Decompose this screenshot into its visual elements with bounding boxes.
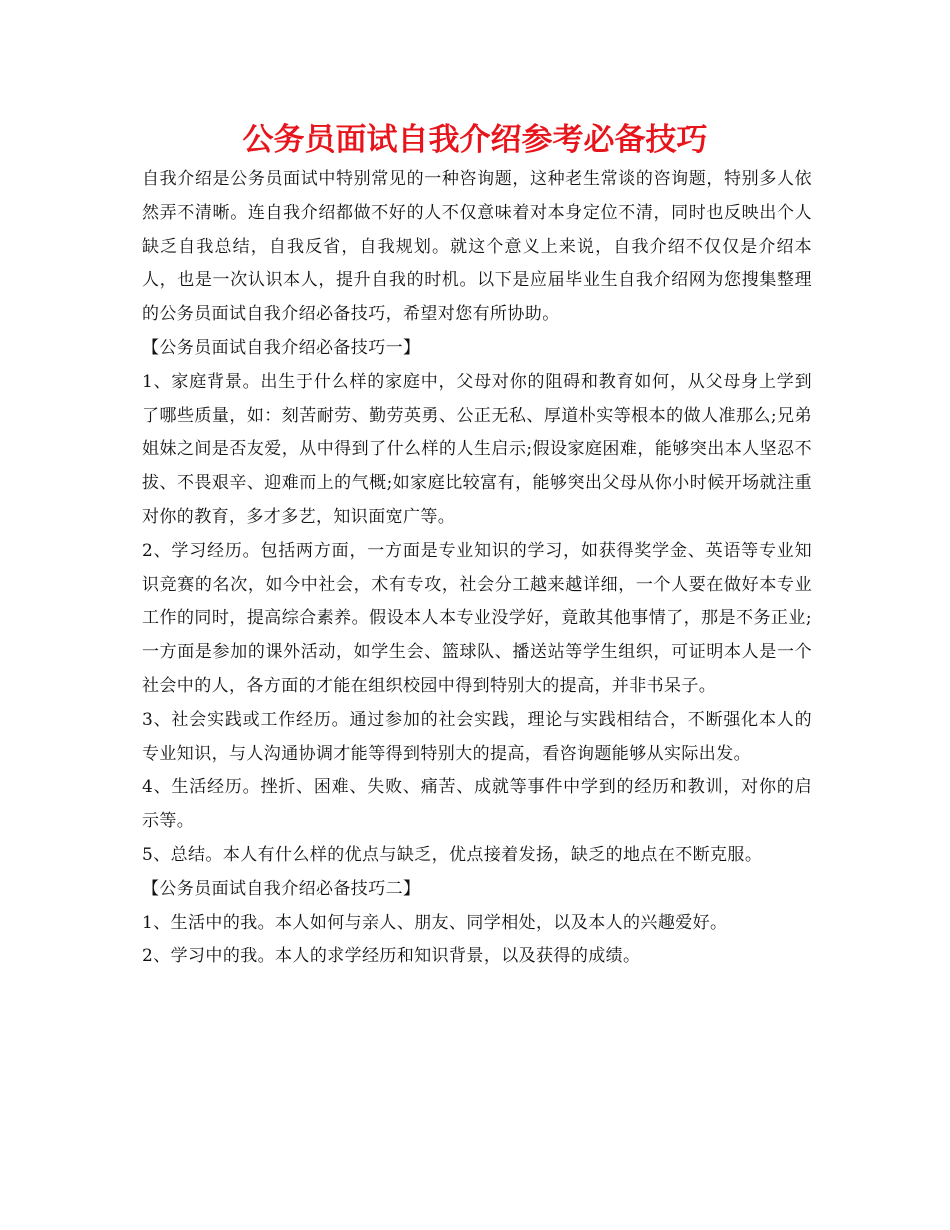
section-heading-2: 【公务员面试自我介绍必备技巧二】 bbox=[142, 878, 421, 899]
list-item-family-background: 1、家庭背景。出生于什么样的家庭中，父母对你的阻碍和教育如何，从父母身上学到了哪些质量，如：刻苦耐劳、勤劳英勇、公正无私、厚道朴实等根本的做人准那么;兄弟姐妹之间是否友爱，从中得到了什么样的人生启示;假设家庭困难，能够突出本人坚忍不拔、不畏艰辛、迎难而上的气概;如家庭比较富有，能够突出父母从你小时候开场就注重对你的教育，多才多艺，知识面宽广等。 bbox=[142, 371, 812, 527]
list-item-life-experience: 4、生活经历。挫折、困难、失败、痛苦、成就等事件中学到的经历和教训，对你的启示等。 bbox=[142, 777, 812, 832]
document-body bbox=[142, 163, 812, 974]
section-heading-1: 【公务员面试自我介绍必备技巧一】 bbox=[142, 337, 421, 358]
list-item-social-practice: 3、社会实践或工作经历。通过参加的社会实践，理论与实践相结合，不断强化本人的专业知识，与人沟通协调才能等得到特别大的提高，看咨询题能够从实际出发。 bbox=[142, 709, 812, 764]
list-item-summary: 5、总结。本人有什么样的优点与缺乏，优点接着发扬，缺乏的地点在不断克服。 bbox=[142, 844, 763, 865]
intro-paragraph: 自我介绍是公务员面试中特别常见的一种咨询题，这种老生常谈的咨询题，特别多人依然弄不清晰。连自我介绍都做不好的人不仅意味着对本身定位不清，同时也反映出个人缺乏自我总结，自我反省，自我规划。就这个意义上来说，自我介绍不仅仅是介绍本人，也是一次认识本人，提升自我的时机。以下是应届毕业生自我介绍网为您搜集整理的公务员面试自我介绍必备技巧，希望对您有所协助。 bbox=[142, 169, 812, 325]
list-item-study-experience: 2、学习经历。包括两方面，一方面是专业知识的学习，如获得奖学金、英语等专业知识竞赛的名次，如今中社会，术有专攻，社会分工越来越详细，一个人要在做好本专业工作的同时，提高综合素养。假设本人本专业没学好，竟敢其他事情了，那是不务正业;一方面是参加的课外活动，如学生会、篮球队、播送站等学生组织，可证明本人是一个社会中的人，各方面的才能在组织校园中得到特别大的提高，并非书呆子。 bbox=[142, 540, 812, 696]
list-item-me-in-study: 2、学习中的我。本人的求学经历和知识背景，以及获得的成绩。 bbox=[142, 946, 641, 967]
document-title: 公务员面试自我介绍参考必备技巧 bbox=[242, 122, 708, 158]
list-item-me-in-life: 1、生活中的我。本人如何与亲人、朋友、同学相处，以及本人的兴趣爱好。 bbox=[142, 912, 728, 933]
